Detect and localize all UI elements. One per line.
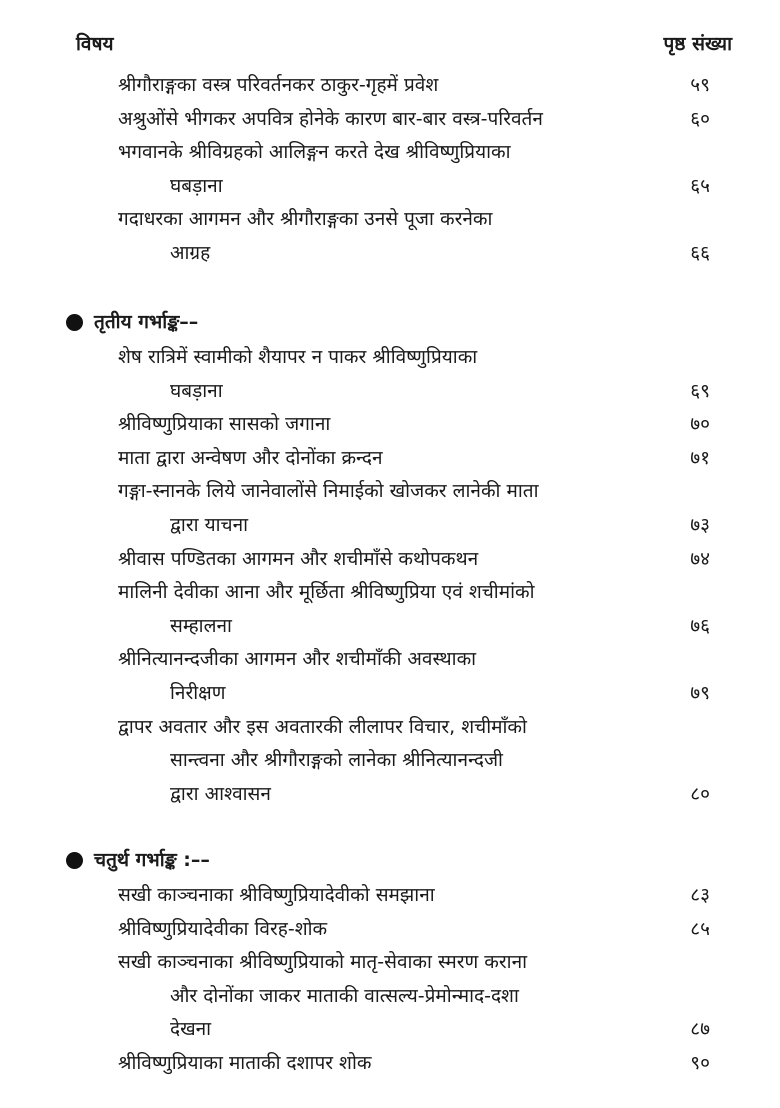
- toc-entry-page-number: ७९: [690, 681, 710, 704]
- bullet-icon: [66, 852, 83, 869]
- toc-entry[interactable]: [0, 203, 780, 270]
- toc-entry-title: अश्रुओंसे भीगकर अपवित्र होनेके कारण बार-बार वस्त्र-परिवर्तन: [118, 107, 543, 130]
- toc-entry-page-number: ८३: [690, 884, 710, 906]
- toc-entry-page-number: ७६: [690, 614, 710, 637]
- toc-entry-line: [0, 1047, 780, 1081]
- toc-group-intro: [0, 69, 780, 271]
- section-title: चतुर्थ गर्भाङ्क :––: [94, 849, 210, 871]
- bullet-icon: [66, 314, 83, 331]
- toc-entry-line: [0, 610, 780, 644]
- toc-group-tritiya-garbhank: [0, 305, 780, 811]
- toc-entry-page-number: ६०: [690, 107, 710, 130]
- toc-entry[interactable]: [0, 475, 780, 542]
- toc-entry-line: [0, 576, 780, 610]
- toc-entry-page-number: ७१: [690, 446, 710, 469]
- toc-entry-title: निरीक्षण: [170, 681, 226, 704]
- toc-entry-title: श्रीविष्णुप्रियादेवीका विरह-शोक: [118, 917, 328, 940]
- toc-entry-title: शेष रात्रिमें स्वामीको शैयापर न पाकर श्रीविष्णुप्रियाका: [118, 346, 478, 368]
- toc-entry-title: गदाधरका आगमन और श्रीगौराङ्गका उनसे पूजा करनेका: [118, 208, 493, 231]
- toc-entry-page-number: ६९: [690, 379, 710, 402]
- toc-entry-line: [0, 69, 780, 103]
- toc-entry[interactable]: [0, 341, 780, 408]
- toc-entry-line: [0, 442, 780, 476]
- toc-entry-line: [0, 408, 780, 442]
- section-heading: [0, 843, 780, 877]
- toc-entry-title: श्रीनित्यानन्दजीका आगमन और शचीमाँकी अवस्थाका: [118, 648, 477, 671]
- toc-entry-title: भगवानके श्रीविग्रहको आलिङ्गन करते देख श्रीविष्णुप्रियाका: [118, 141, 511, 164]
- toc-entry[interactable]: [0, 1047, 780, 1081]
- toc-entry-line: [0, 543, 780, 577]
- toc-entry-title: सखी काञ्चनाका श्रीविष्णुप्रियादेवीको समझाना: [118, 884, 435, 906]
- toc-entry-title: घबड़ाना: [170, 379, 223, 402]
- toc-entry-page-number: ९०: [690, 1051, 710, 1074]
- toc-entry-page-number: ७४: [690, 547, 710, 570]
- toc-entry-page-number: ६६: [690, 241, 710, 264]
- toc-entry-line: [0, 341, 780, 375]
- toc-entry-title: श्रीगौराङ्गका वस्त्र परिवर्तनकर ठाकुर-गृहमें प्रवेश: [118, 74, 439, 96]
- toc-entry-line: [0, 980, 780, 1014]
- toc-entry-line: [0, 103, 780, 137]
- toc-entry-title: श्रीवास पण्डितका आगमन और शचीमाँसे कथोपकथन: [118, 547, 479, 570]
- toc-entry-title: सम्हालना: [170, 614, 232, 637]
- toc-entry-line: [0, 375, 780, 409]
- section-title: तृतीय गर्भाङ्क––: [94, 311, 199, 333]
- toc-entry-page-number: ७३: [690, 513, 710, 536]
- toc-entry[interactable]: [0, 69, 780, 103]
- toc-entry-page-number: ६५: [690, 174, 710, 197]
- toc-entry-title: द्वारा आश्वासन: [170, 782, 271, 805]
- toc-entry-line: [0, 643, 780, 677]
- toc-entry[interactable]: [0, 442, 780, 476]
- toc-entry-title: श्रीविष्णुप्रियाका माताकी दशापर शोक: [118, 1051, 372, 1074]
- toc-entry[interactable]: [0, 103, 780, 137]
- toc-entry[interactable]: [0, 543, 780, 577]
- toc-entry-title: द्वापर अवतार और इस अवतारकी लीलापर विचार, शचीमाँको: [118, 715, 527, 738]
- toc-entry[interactable]: [0, 913, 780, 947]
- toc-entry-line: [0, 1013, 780, 1047]
- toc-entry[interactable]: [0, 576, 780, 643]
- toc-entry-line: [0, 744, 780, 778]
- toc-entry-page-number: ७०: [690, 413, 710, 436]
- toc-entry-title: द्वारा याचना: [170, 513, 249, 536]
- toc-entry-line: [0, 136, 780, 170]
- toc-entry-line: [0, 778, 780, 812]
- toc-entry-title: माता द्वारा अन्वेषण और दोनोंका क्रन्दन: [118, 446, 383, 469]
- toc-entry-title: मालिनी देवीका आना और मूर्छिता श्रीविष्णुप्रिया एवं शचीमांको: [118, 581, 535, 604]
- toc-entry-line: [0, 475, 780, 509]
- toc-entry-title: घबड़ाना: [170, 174, 223, 197]
- toc-entry-title: सखी काञ्चनाका श्रीविष्णुप्रियाको मातृ-सेवाका स्मरण कराना: [118, 951, 528, 974]
- toc-entry-page-number: ८५: [690, 917, 710, 940]
- toc-entry-page-number: ८०: [690, 782, 710, 805]
- toc-entry[interactable]: [0, 643, 780, 710]
- toc-entry-title: गङ्गा-स्नानके लिये जानेवालोंसे निमाईको खोजकर लानेकी माता: [118, 480, 539, 503]
- toc-entry-line: [0, 677, 780, 711]
- section-heading: [0, 305, 780, 339]
- toc-entry[interactable]: [0, 711, 780, 812]
- toc-entry[interactable]: [0, 879, 780, 913]
- page-number-column-heading: पृष्ठ संख्या: [663, 33, 732, 55]
- toc-header: [76, 30, 732, 60]
- toc-entry-title: देखना: [170, 1018, 212, 1041]
- toc-entry[interactable]: [0, 946, 780, 1047]
- toc-entry-line: [0, 509, 780, 543]
- toc-entry[interactable]: [0, 136, 780, 203]
- toc-entry-title: सान्त्वना और श्रीगौराङ्गको लानेका श्रीनित्यानन्दजी: [170, 749, 503, 772]
- toc-entry-line: [0, 879, 780, 913]
- toc-group-chaturth-garbhank: [0, 843, 780, 1081]
- toc-entry-title: श्रीविष्णुप्रियाका सासको जगाना: [118, 413, 331, 436]
- toc-entry-page-number: ५९: [690, 74, 710, 96]
- toc-entry-title: और दोनोंका जाकर माताकी वात्सल्य-प्रेमोन्माद-दशा: [170, 984, 519, 1007]
- toc-entry-line: [0, 203, 780, 237]
- subject-column-heading: विषय: [76, 33, 114, 55]
- toc-entry-line: [0, 237, 780, 271]
- toc-entry-page-number: ८७: [690, 1018, 710, 1041]
- toc-entry-title: आग्रह: [170, 241, 211, 264]
- toc-entry-line: [0, 711, 780, 745]
- toc-entry-line: [0, 913, 780, 947]
- toc-entry[interactable]: [0, 408, 780, 442]
- toc-entry-line: [0, 946, 780, 980]
- toc-entry-line: [0, 170, 780, 204]
